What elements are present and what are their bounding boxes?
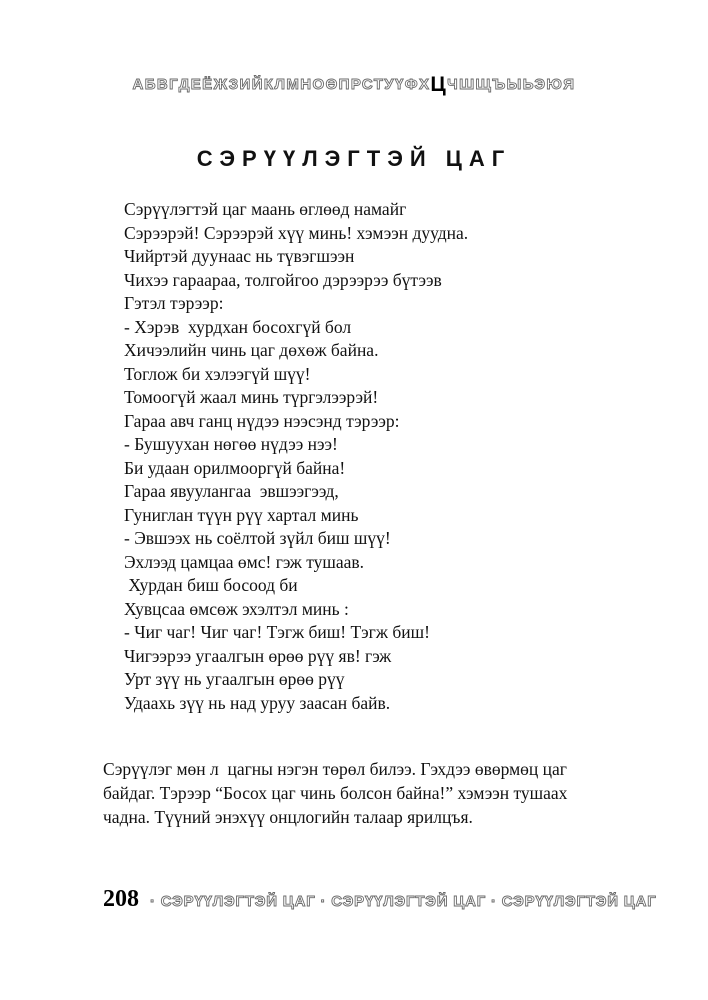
poem-line: Чигээрээ угаалгын өрөө рүү яв! гэж xyxy=(124,645,392,666)
alphabet-header xyxy=(0,73,708,97)
poem xyxy=(124,198,624,715)
poem-line: Урт зүү нь угаалгын өрөө рүү xyxy=(124,669,345,689)
poem-line: Би удаан орилмооргүй байна! xyxy=(124,457,346,478)
poem-title: СЭРҮҮЛЭГТЭЙ ЦАГ xyxy=(196,146,512,171)
poem-line: Томоогүй жаал минь түргэлээрэй! xyxy=(124,387,379,407)
poem-line: Удаахь зүү нь над уруу заасан байв. xyxy=(124,692,391,713)
running-title: · СЭРҮҮЛЭГТЭЙ ЦАГ · СЭРҮҮЛЭГТЭЙ ЦАГ · СЭРҮҮЛЭГТЭЙ ЦАГ xyxy=(145,893,657,910)
poem-line: Хувцсаа өмсөж эхэлтэл минь : xyxy=(124,598,349,619)
poem-line: - Хэрэв хурдхан босохгүй бол xyxy=(124,316,352,337)
poem-line: - Эвшээх нь соёлтой зүйл биш шүү! xyxy=(124,528,391,548)
paragraph-line: Сэрүүлэг мөн л цагны нэгэн төрөл билээ. Гэхдээ өвөрмөц цаг xyxy=(103,759,567,779)
alphabet-highlighted-letter: Ц xyxy=(430,73,448,96)
page-footer xyxy=(103,884,663,917)
poem-line: Чихээ гараараа, толгойгоо дэрээрээ бүтээв xyxy=(124,269,442,290)
alphabet-letters-before: АБВГДЕЁЖЗИЙКЛМНОӨПРСТУҮФХ xyxy=(132,76,431,93)
alphabet-letters-after: ЧШЩЪЫЬЭЮЯ xyxy=(447,76,576,93)
poem-line: Хичээлийн чинь цаг дөхөж байна. xyxy=(124,340,379,360)
body-paragraph xyxy=(103,757,643,829)
poem-line: Гуниглан түүн рүү хартал минь xyxy=(124,504,359,525)
poem-line: Эхлээд цамцаа өмс! гэж тушаав. xyxy=(124,551,365,572)
page-number: 208 xyxy=(103,886,139,912)
poem-line: Сэрүүлэгтэй цаг маань өглөөд намайг xyxy=(124,199,407,219)
poem-line: Гараа авч ганц нүдээ нээсэнд тэрээр: xyxy=(124,410,400,431)
poem-line: Чийртэй дуунаас нь түвэгшээн xyxy=(124,246,355,266)
poem-line: - Чиг чаг! Чиг чаг! Тэгж биш! Тэгж биш! xyxy=(124,622,430,642)
poem-line: Хурдан биш босоод би xyxy=(124,575,298,595)
poem-line: Гараа явуулангаа эвшээгээд, xyxy=(124,481,339,501)
poem-line: - Бушуухан нөгөө нүдээ нээ! xyxy=(124,434,338,454)
poem-line: Тоглож би хэлээгүй шүү! xyxy=(124,363,311,384)
paragraph-line: чадна. Түүний энэхүү онцлогийн талаар ярилцъя. xyxy=(103,807,473,827)
paragraph-line: байдаг. Тэрээр “Босох цаг чинь болсон байна!” хэмээн тушаах xyxy=(103,783,568,803)
poem-line: Гэтэл тэрээр: xyxy=(124,293,224,313)
poem-line: Сэрээрэй! Сэрээрэй хүү минь! хэмээн дуудна. xyxy=(124,222,469,243)
